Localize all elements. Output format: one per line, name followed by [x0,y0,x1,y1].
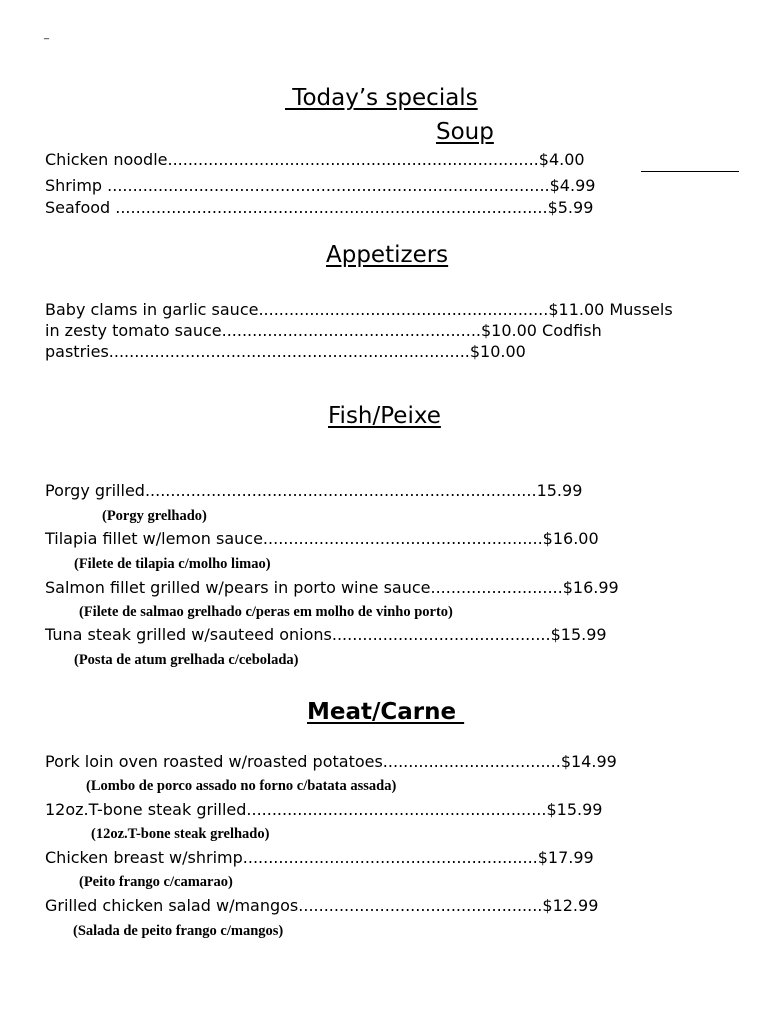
meat-item-translation: (Peito frango c/camarao) [79,874,233,890]
underline-rule [641,171,739,172]
soup-item: Shrimp .......................................................................................$4.99 [45,176,596,195]
page-title: Today’s specials [285,85,478,111]
meat-item-name: Grilled chicken salad w/mangos................................................$12.99 [45,896,599,915]
fish-item-name: Porgy grilled.............................................................................15.99 [45,481,583,500]
appetizer-line: pastries.......................................................................$10.00 [45,342,526,361]
meat-item-translation: (Lombo de porco assado no forno c/batata assada) [86,778,397,794]
section-heading-appetizers: Appetizers [326,242,449,268]
section-heading-fish: Fish/Peixe [328,403,441,429]
fish-item-translation: (Posta de atum grelhada c/cebolada) [74,652,299,668]
appetizer-line: Baby clams in garlic sauce.........................................................$11.00 Mussels [45,300,673,319]
fish-item-translation: (Porgy grelhado) [102,508,207,524]
appetizer-line: in zesty tomato sauce...................................................$10.00 Codfish [45,321,602,340]
corner-mark: _ [44,29,49,40]
meat-item-name: 12oz.T-bone steak grilled...........................................................$15.99 [45,800,603,819]
fish-item-name: Tuna steak grilled w/sauteed onions...........................................$15.99 [45,625,607,644]
meat-item-name: Chicken breast w/shrimp..........................................................$17.99 [45,848,594,867]
fish-item-name: Salmon fillet grilled w/pears in porto wine sauce..........................$16.99 [45,578,619,597]
section-heading-meat: Meat/Carne [307,699,465,725]
fish-item-name: Tilapia fillet w/lemon sauce.......................................................$16.00 [45,529,599,548]
meat-item-translation: (12oz.T-bone steak grelhado) [91,826,270,842]
soup-item: Seafood .....................................................................................$5.99 [45,198,594,217]
soup-item: Chicken noodle.........................................................................$4.00 [45,150,585,169]
section-heading-soup: Soup [436,119,494,145]
meat-item-name: Pork loin oven roasted w/roasted potatoes...................................$14.99 [45,752,617,771]
fish-item-translation: (Filete de tilapia c/molho limao) [74,556,271,572]
fish-item-translation: (Filete de salmao grelhado c/peras em molho de vinho porto) [79,604,453,620]
meat-item-translation: (Salada de peito frango c/mangos) [73,923,284,939]
